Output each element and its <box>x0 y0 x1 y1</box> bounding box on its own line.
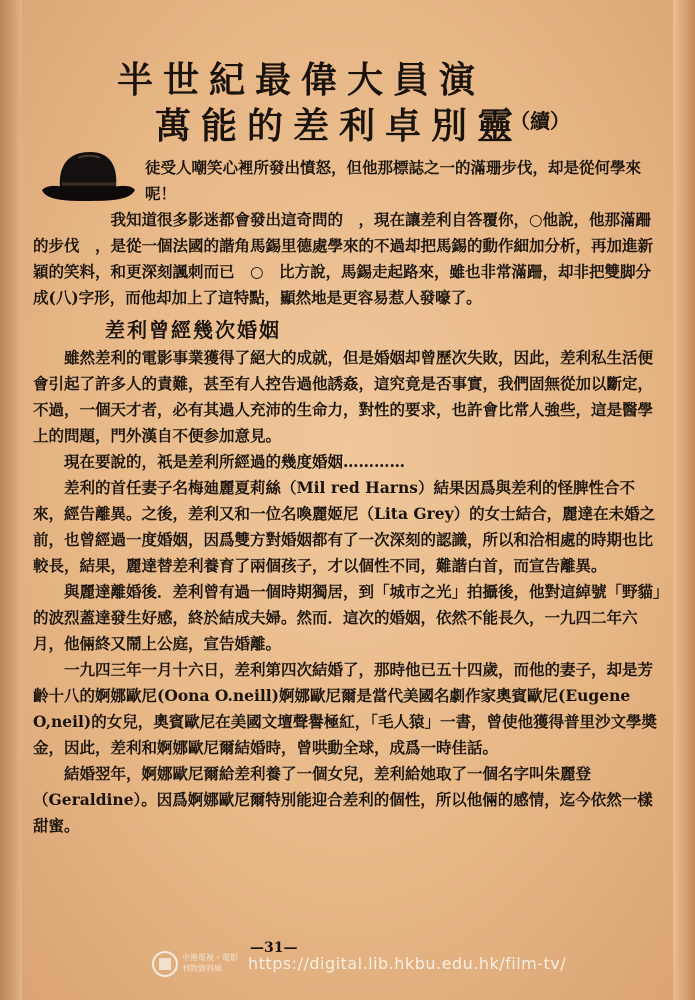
page-number: —31— <box>250 940 298 956</box>
database-name-line-2: 刊物資料庫 <box>182 964 222 973</box>
continued-mark: （續） <box>510 109 570 133</box>
paragraph: 我知道很多影迷都會發出這奇問的 ，現在讓差利自答覆你，○他說，他那滿跚的步伐 ，是從一個法國的諧角馬錫里德處學來的不過却把馬錫的動作細加分析，再加進新穎的笑料，和更深刻諷刺而已 ○ 比方說，馬錫走起路來，雖也非常滿跚，却非把雙脚分成(八)字形，而他却加上了這特點，顯然地是更容易惹人發嚎了。 <box>33 210 654 307</box>
section-heading: 差利曾經幾次婚姻 <box>105 318 281 342</box>
paragraph: 結婚翌年，婀娜歐尼爾給差利養了一個女兒，差利給她取了一個名字叫朱麗登（Geraldine）。因爲婀娜歐尼爾特別能迎合差利的個性，所以他倆的感情，迄今依然一樣甜蜜。 <box>33 764 653 835</box>
page-edge-right <box>673 0 695 1000</box>
paragraph: 一九四三年一月十六日，差利第四次結婚了，那時他已五十四歲，而他的妻子，却是芳齡十八的婀娜歐尼(Oona O.neill)婀娜歐尼爾是當代美國名劇作家奧賓歐尼(Eugene O,neil)的女兒，奧賓歐尼在美國文壇聲譽極紅，「毛人猿」一書，曾使他獲得普里沙文學奬金，因此，差利和婀娜歐尼爾結婚時，曾哄動全球，成爲一時佳話。 <box>33 660 657 757</box>
title-line-1: 半世紀最偉大員演 <box>117 59 486 101</box>
title-line-2: 萬能的差利卓別靈 <box>155 105 524 147</box>
paragraph: 與麗達離婚後．差利曾有過一個時期獨居，到「城市之光」拍攝後，他對這綽號「野貓」的波烈蓋達發生好感，終於結成夫婦。然而．這次的婚姻，依然不能長久，一九四二年六月，他倆終又鬧上公庭，宣告婚離。 <box>33 582 661 653</box>
library-logo-icon <box>150 950 180 978</box>
database-name <box>182 952 244 974</box>
paragraph: 差利的首任妻子名梅廸麗夏莉絲（Mil red Harns）結果因爲與差利的怪脾性合不來，經告離異。之後，差利又和一位名喚麗姬尼（Lita Grey）的女士結合，麗達在未婚之前，也曾經過一度婚姻，因爲雙方對婚姻都有了一次深刻的認識，所以和洽相處的時期也比較長，結果，麗達替差利養育了兩個孩子，才以個性不同，難諧白首，而宣告離異。 <box>33 478 656 575</box>
watermark-footer <box>150 950 650 980</box>
paragraph: 現在要說的，祇是差利所經過的幾度婚姻………… <box>64 452 406 471</box>
article-body <box>33 155 663 839</box>
database-name-line-1: 中港電視・電影 <box>182 953 238 962</box>
page-edge-left <box>0 0 22 1000</box>
source-url[interactable]: https://digital.lib.hkbu.edu.hk/film-tv/ <box>248 954 567 973</box>
paragraph: 雖然差利的電影事業獲得了絕大的成就，但是婚姻却曾歷次失敗，因此，差利私生活便會引起了許多人的責難，甚至有人控告過他誘姦，這究竟是否事實，我們固無從加以斷定，不過，一個天才者，必有其過人充沛的生命力，對性的要求，也許會比常人強些，這是醫學上的問題，門外漢自不便参加意見。 <box>33 348 654 445</box>
paragraph: 徒受人嘲笑心裡所發出憤怒，但他那標誌之一的滿珊步伐，却是從何學來呢！ <box>145 158 642 203</box>
article-title <box>95 58 615 150</box>
